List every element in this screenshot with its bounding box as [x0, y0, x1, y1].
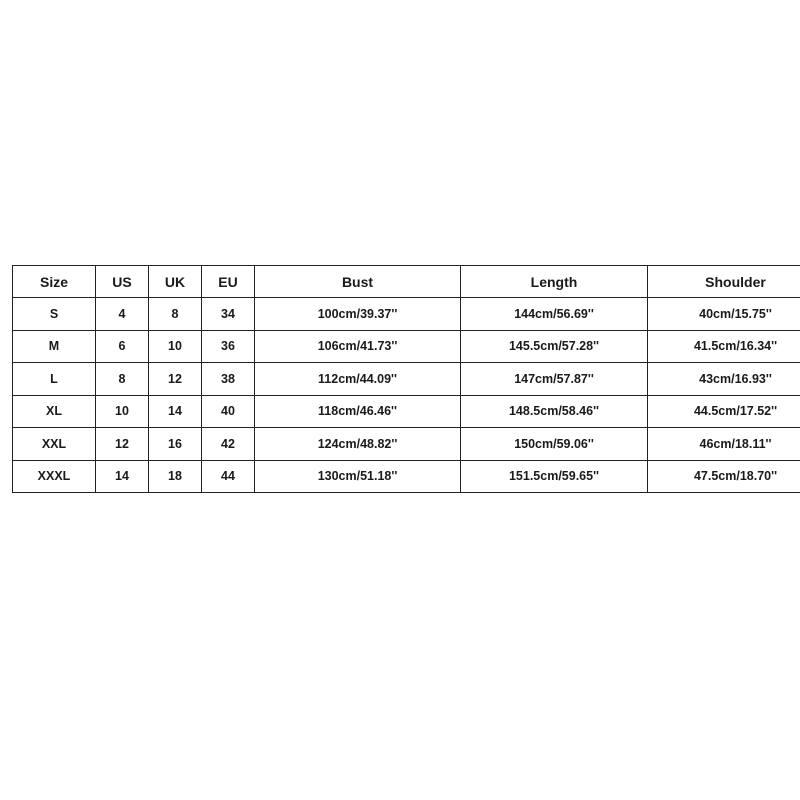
cell-shoulder: 41.5cm/16.34'': [648, 330, 800, 363]
cell-size: M: [13, 330, 96, 363]
cell-size: XL: [13, 395, 96, 428]
header-us: US: [96, 266, 149, 298]
cell-shoulder: 47.5cm/18.70'': [648, 460, 800, 493]
cell-size: L: [13, 363, 96, 396]
cell-bust: 106cm/41.73'': [255, 330, 461, 363]
cell-uk: 10: [149, 330, 202, 363]
cell-us: 14: [96, 460, 149, 493]
cell-eu: 40: [202, 395, 255, 428]
table-row: [13, 395, 800, 428]
header-size: Size: [13, 266, 96, 298]
cell-us: 12: [96, 428, 149, 461]
header-bust: Bust: [255, 266, 461, 298]
cell-bust: 124cm/48.82'': [255, 428, 461, 461]
cell-length: 145.5cm/57.28'': [461, 330, 648, 363]
cell-bust: 118cm/46.46'': [255, 395, 461, 428]
cell-uk: 16: [149, 428, 202, 461]
header-eu: EU: [202, 266, 255, 298]
cell-length: 150cm/59.06'': [461, 428, 648, 461]
cell-uk: 14: [149, 395, 202, 428]
cell-length: 144cm/56.69'': [461, 298, 648, 331]
cell-us: 8: [96, 363, 149, 396]
cell-size: S: [13, 298, 96, 331]
table-row: [13, 298, 800, 331]
cell-us: 10: [96, 395, 149, 428]
cell-size: XXXL: [13, 460, 96, 493]
cell-eu: 38: [202, 363, 255, 396]
cell-length: 148.5cm/58.46'': [461, 395, 648, 428]
table-header-row: [13, 266, 800, 298]
table-row: [13, 363, 800, 396]
cell-size: XXL: [13, 428, 96, 461]
cell-eu: 44: [202, 460, 255, 493]
cell-eu: 34: [202, 298, 255, 331]
cell-uk: 8: [149, 298, 202, 331]
cell-shoulder: 46cm/18.11'': [648, 428, 800, 461]
cell-bust: 112cm/44.09'': [255, 363, 461, 396]
cell-uk: 12: [149, 363, 202, 396]
cell-shoulder: 40cm/15.75'': [648, 298, 800, 331]
table-row: [13, 330, 800, 363]
cell-length: 151.5cm/59.65'': [461, 460, 648, 493]
table-row: [13, 428, 800, 461]
cell-shoulder: 44.5cm/17.52'': [648, 395, 800, 428]
cell-us: 6: [96, 330, 149, 363]
cell-us: 4: [96, 298, 149, 331]
cell-bust: 100cm/39.37'': [255, 298, 461, 331]
cell-eu: 42: [202, 428, 255, 461]
size-chart-table: [12, 265, 800, 493]
header-uk: UK: [149, 266, 202, 298]
header-shoulder: Shoulder: [648, 266, 800, 298]
cell-uk: 18: [149, 460, 202, 493]
cell-length: 147cm/57.87'': [461, 363, 648, 396]
header-length: Length: [461, 266, 648, 298]
table-row: [13, 460, 800, 493]
cell-eu: 36: [202, 330, 255, 363]
cell-shoulder: 43cm/16.93'': [648, 363, 800, 396]
cell-bust: 130cm/51.18'': [255, 460, 461, 493]
